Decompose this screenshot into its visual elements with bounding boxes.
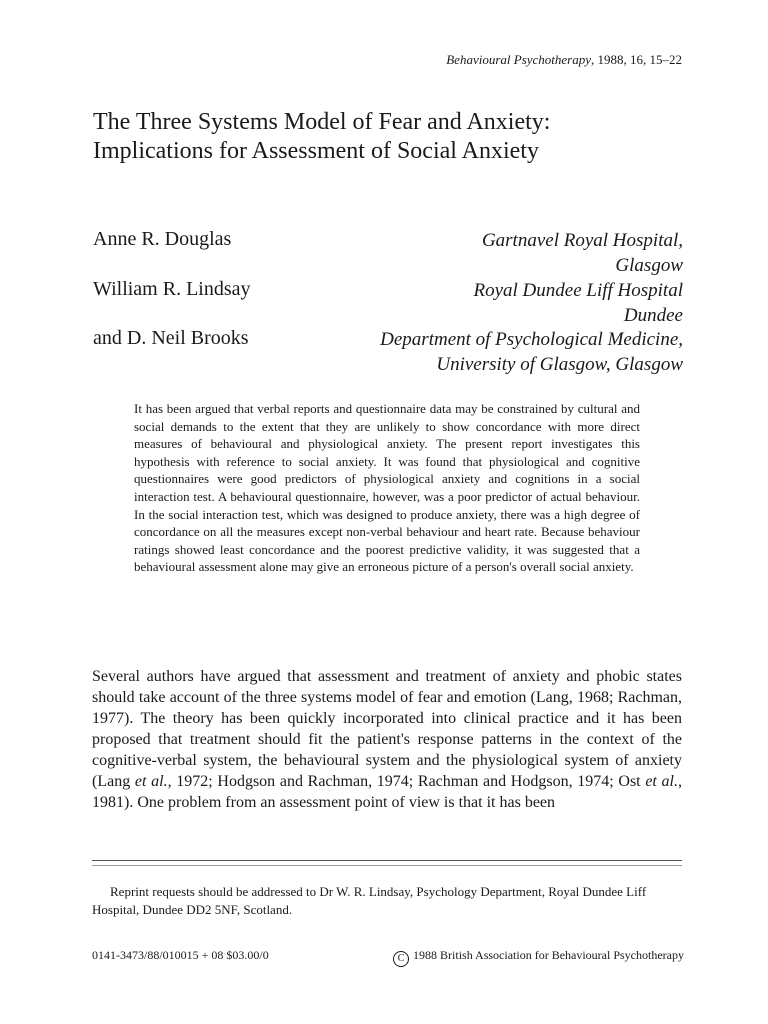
author-row-3	[93, 327, 683, 379]
body-text-segment: , 1972; Hodgson and Rachman, 1974; Rachman and Hodgson, 1974; Ost	[167, 773, 646, 790]
body-text-italic: et al.	[134, 773, 168, 790]
page-footer	[92, 948, 684, 967]
abstract: It has been argued that verbal reports and questionnaire data may be constrained by cultural and social demands to the extent that they are unlikely to show concordance with more direct measures of behavioural and physiological anxiety. The present report investigates this hypothesis with reference to social anxiety. It was found that physiological and cognitive questionnaires were good predictors of physiological anxiety and cognitions in a social interaction test. A behavioural questionnaire, however, was a poor predictor of actual behaviour. In the social interaction test, which was designed to produce anxiety, there was a high degree of concordance on all the measures except non-verbal behaviour and heart rate. Because behaviour ratings showed least concordance and the poorest predictive validity, it was suggested that a behavioural assessment alone may give an erroneous picture of a person's overall social anxiety.	[134, 401, 640, 575]
affiliation-line: Glasgow	[615, 255, 683, 276]
affiliation-line: Department of Psychological Medicine,	[380, 329, 683, 350]
body-text-segment: Several authors have argued that assessment and treatment of anxiety and phobic states should take account of the three systems model of fear and emotion (Lang, 1968; Rachman, 1977). The theory has been quickly incorporated into clinical practice and it has been proposed that treatment should fit the patient's response patterns in the context of the cognitive-verbal system, the behavioural system and the physiological system of anxiety (Lang	[92, 668, 682, 790]
body-text-segment: , 1981). One problem from an assessment point of view is that it has been	[92, 773, 682, 811]
footnote-divider	[92, 865, 682, 866]
author-affiliation	[473, 278, 683, 328]
affiliation-line: University of Glasgow, Glasgow	[436, 354, 683, 375]
article-title: The Three Systems Model of Fear and Anxiety: Implications for Assessment of Social Anxiety	[93, 109, 551, 164]
copyright-notice	[393, 948, 684, 967]
copyright-icon: C	[393, 951, 409, 967]
body-paragraph	[92, 666, 682, 813]
affiliation-line: Dundee	[623, 305, 683, 326]
author-row-1	[93, 228, 683, 280]
journal-citation: , 1988, 16, 15–22	[591, 52, 682, 67]
body-text-italic: et al.	[645, 773, 678, 790]
author-name: William R. Lindsay	[93, 278, 251, 300]
issn-code: 0141-3473/88/010015 + 08 $03.00/0	[92, 948, 269, 962]
author-name: and D. Neil Brooks	[93, 327, 249, 349]
author-affiliation	[482, 228, 683, 278]
footnote-divider	[92, 860, 682, 861]
copyright-text: 1988 British Association for Behavioural Psychotherapy	[413, 948, 684, 962]
journal-name: Behavioural Psychotherapy	[446, 52, 591, 67]
affiliation-line: Royal Dundee Liff Hospital	[473, 280, 683, 301]
footnote: Reprint requests should be addressed to Dr W. R. Lindsay, Psychology Department, Royal Dundee Liff Hospital, Dundee DD2 5NF, Scotland.	[92, 884, 647, 917]
running-head	[446, 52, 682, 68]
author-affiliation	[380, 327, 683, 377]
affiliation-line: Gartnavel Royal Hospital,	[481, 230, 683, 251]
author-name: Anne R. Douglas	[93, 228, 232, 250]
author-row-2	[93, 278, 683, 330]
